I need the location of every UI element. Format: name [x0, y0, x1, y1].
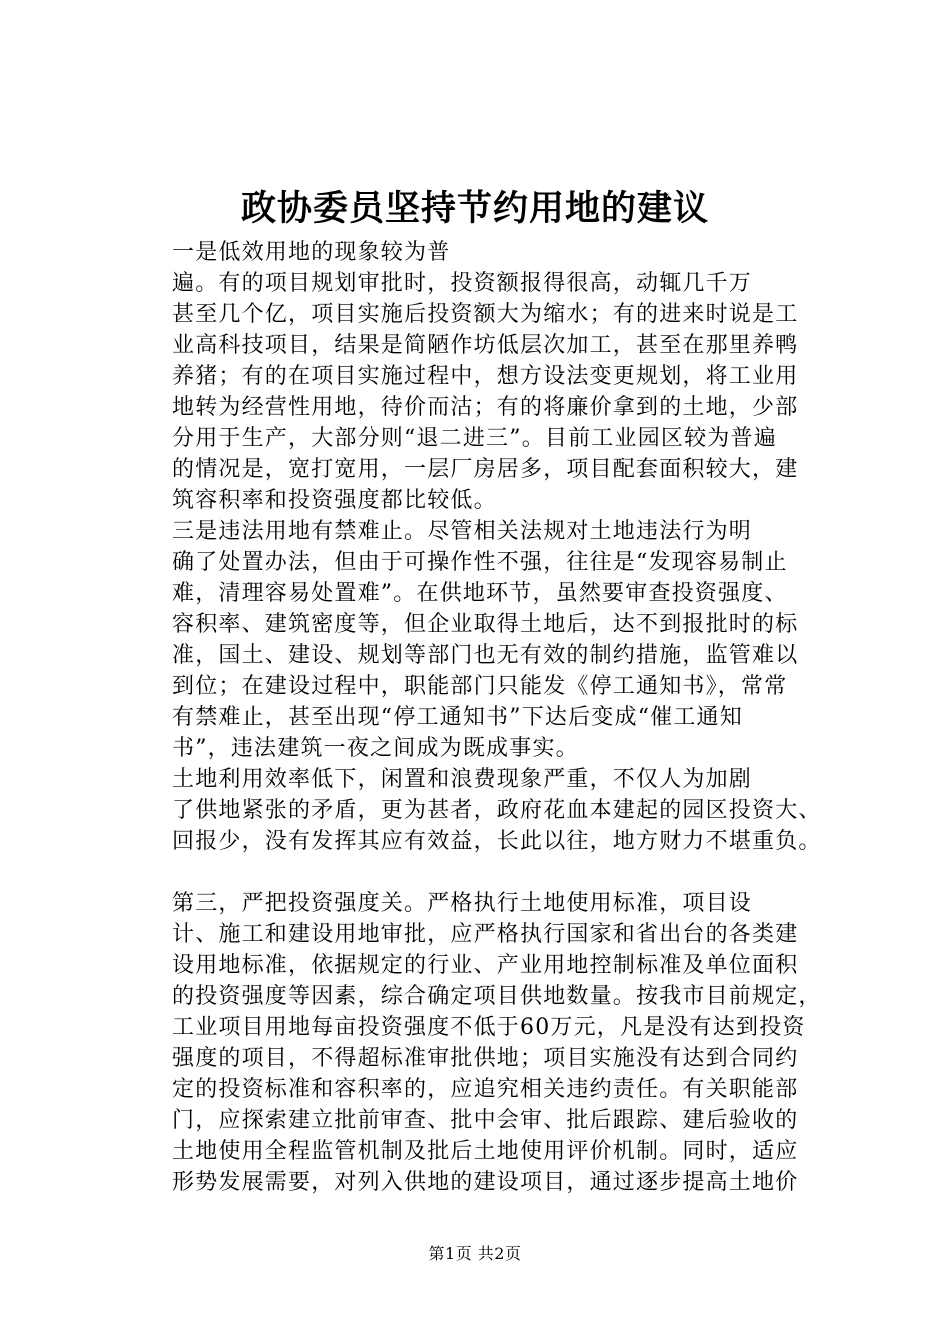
paragraph-investment-intensity: [128, 888, 828, 1198]
text-line: 分用于生产，大部分则“退二进三”。目前工业园区较为普遍: [172, 426, 777, 451]
text-line: 一是低效用地的现象较为普: [172, 240, 451, 265]
paragraph-low-efficiency-land-use: [128, 237, 828, 516]
text-line: 准，国土、建设、规划等部门也无有效的制约措施，监管难以: [172, 643, 799, 668]
text-line: 形势发展需要，对列入供地的建设项目，通过逐步提高土地价: [172, 1170, 799, 1195]
text-line: 强度的项目，不得超标准审批供地；项目实施没有达到合同约: [172, 1046, 799, 1071]
text-line: 业高科技项目，结果是简陋作坊低层次加工，甚至在那里养鸭: [172, 333, 799, 358]
text-line: 地转为经营性用地，待价而沽；有的将廉价拿到的土地，少部: [172, 395, 799, 420]
text-line: 筑容积率和投资强度都比较低。: [172, 488, 497, 513]
text-line: 的投资强度等因素，综合确定项目供地数量。按我市目前规定，: [172, 984, 822, 1009]
text-line: 设用地标准，依据规定的行业、产业用地控制标准及单位面积: [172, 953, 799, 978]
text-line: 工业项目用地每亩投资强度不低于60万元，凡是没有达到投资: [172, 1015, 806, 1040]
text-line: 土地利用效率低下，闲置和浪费现象严重，不仅人为加剧: [172, 767, 753, 792]
document-body: [128, 237, 828, 1198]
text-line: 的情况是，宽打宽用，一层厂房居多，项目配套面积较大，建: [172, 457, 799, 482]
text-line: 遍。有的项目规划审批时，投资额报得很高，动辄几千万: [172, 271, 753, 296]
text-line: 计、施工和建设用地审批，应严格执行国家和省出台的各类建: [172, 922, 799, 947]
text-line: 土地使用全程监管机制及批后土地使用评价机制。同时，适应: [172, 1139, 799, 1164]
text-line: 确了处置办法，但由于可操作性不强，往往是“发现容易制止: [172, 550, 788, 575]
text-line: 定的投资标准和容积率的，应追究相关违约责任。有关职能部: [172, 1077, 799, 1102]
text-line: 容积率、建筑密度等，但企业取得土地后，达不到报批时的标: [172, 612, 799, 637]
paragraph-illegal-land-use: [128, 516, 828, 764]
text-line: 门，应探索建立批前审查、批中会审、批后跟踪、建后验收的: [172, 1108, 799, 1133]
text-line: 难，清理容易处置难”。在供地环节，虽然要审查投资强度、: [172, 581, 788, 606]
text-line: 到位；在建设过程中，职能部门只能发《停工通知书》，常常: [172, 674, 788, 699]
text-line: 三是违法用地有禁难止。尽管相关法规对土地违法行为明: [172, 519, 753, 544]
text-line: 回报少，没有发挥其应有效益，长此以往，地方财力不堪重负。: [172, 829, 822, 854]
text-line: 书”，违法建筑一夜之间成为既成事实。: [172, 736, 579, 761]
text-line: 第三，严把投资强度关。严格执行土地使用标准，项目设: [172, 891, 753, 916]
text-line: 了供地紧张的矛盾，更为甚者，政府花血本建起的园区投资大、: [172, 798, 822, 823]
text-line: 甚至几个亿，项目实施后投资额大为缩水；有的进来时说是工: [172, 302, 799, 327]
text-line: 养猪；有的在项目实施过程中，想方设法变更规划，将工业用: [172, 364, 799, 389]
text-line: 有禁难止，甚至出现“停工通知书”下达后变成“催工通知: [172, 705, 743, 730]
paragraph-land-efficiency: [128, 764, 828, 857]
document-title: 政协委员坚持节约用地的建议: [240, 188, 709, 229]
page-footer: 第1页 共2页: [428, 1244, 522, 1263]
